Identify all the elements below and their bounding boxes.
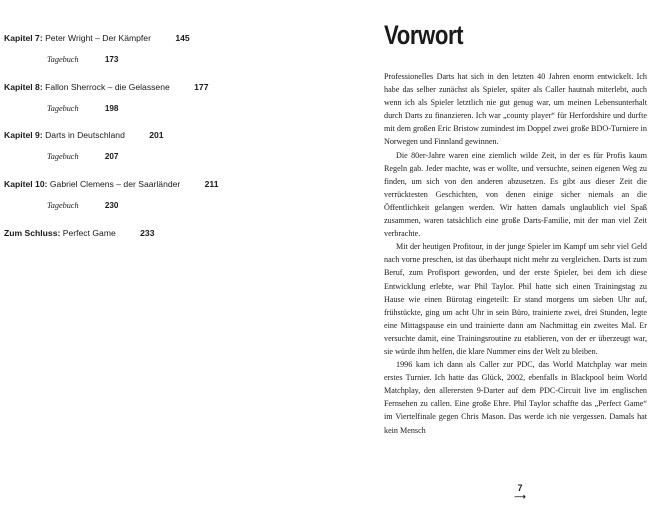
toc-sub-entry	[47, 152, 119, 161]
toc-page-number: 233	[140, 228, 155, 238]
toc-chapter-title: Darts in Deutschland	[45, 130, 125, 140]
toc-sub-entry	[47, 104, 119, 113]
toc-entry-kapitel-10	[4, 179, 219, 189]
toc-entry-kapitel-8	[4, 82, 209, 92]
paragraph: Professionelles Darts hat sich in den letzten 40 Jahren enorm entwickelt. Ich habe das selber zunächst als Spieler, später als Caller hautnah miterlebt, auch wenn ich als Spieler letztlich nie gut genug war, um meinen Lebensunterhalt durch Darts zu finanzieren. Ich war „county player“ für Herfordshire und durfte mit dem großen Eric Bristow zumindest im Doppel zwei große BDO-Turniere in Norwegen und Finnland gewinnen.	[384, 72, 647, 147]
toc-sub-label: Tagebuch	[47, 55, 79, 64]
toc-sub-entry	[47, 55, 119, 64]
toc-entry-zum-schluss	[4, 228, 155, 238]
toc-chapter-label: Kapitel 9:	[4, 130, 43, 140]
toc-sub-page: 173	[104, 55, 119, 64]
paragraph: Mit der heutigen Profitour, in der junge Spieler im Kampf um sehr viel Geld nach vorne preschen, ist das überhaupt nicht mehr zu vergleichen. Darts ist zum Beruf, zum Profisport geworden, und der erste Spieler, bei dem ich diese Entwicklung erlebte, war Phil Taylor. Phil hatte sich einen Trainingstag zu Hause wie einen Bürotag eingeteilt: Er stand morgens um sieben Uhr auf, frühstückte, ging um acht Uhr in sein Büro, trainierte zwei, drei Stunden, legte eine Mittagspause ein und trainierte dann am Nachmittag ein zweites Mal. Er versuchte damit, eine Trainingsroutine zu etablieren, von der er überzeugt war, sie würde ihm helfen, die klare Nummer eins der Welt zu bleiben.	[384, 242, 647, 356]
toc-sub-label: Tagebuch	[47, 152, 79, 161]
dart-arrow-icon: ⟶	[514, 492, 526, 501]
page-title: Vorwort	[384, 20, 464, 50]
toc-chapter-title: Peter Wright – Der Kämpfer	[45, 33, 151, 43]
paragraph: 1996 kam ich dann als Caller zur PDC, das World Matchplay war mein erstes Turnier. Ich hatte das Glück, 2002, ebenfalls in Blackpool beim World Matchplay, den allerersten 9-Darter auf dem PDC-Circuit live im englischen Fernsehen zu callen. Eine große Ehre. Phil Taylor schaffte das „Perfect Game“ im Viertelfinale gegen Chris Mason. Das werde ich nie vergessen. Damals hat kein Mensch	[384, 360, 647, 435]
foreword-body	[384, 70, 647, 437]
toc-page-number: 145	[175, 33, 190, 43]
toc-page-number: 201	[149, 130, 164, 140]
foreword-page	[380, 0, 650, 525]
toc-sub-entry	[47, 201, 119, 210]
toc-entry-kapitel-7	[4, 33, 190, 43]
toc-sub-page: 198	[104, 104, 119, 113]
toc-chapter-title: Perfect Game	[62, 228, 116, 238]
toc-entry-kapitel-9	[4, 130, 164, 140]
paragraph: Die 80er-Jahre waren eine ziemlich wilde Zeit, in der es für Profis kaum Regeln gab. Jeder machte, was er wollte, und versuchte, seinen eigenen Weg zu finden, um sich von den anderen abzusetzen. Es gibt aus dieser Zeit die verrücktesten Geschichten, von denen einige sicher niemals an die Öffentlichkeit gelangen werden. Wir hatten damals unglaublich viel Spaß zusammen, waren tatsächlich eine große Darts-Familie, mit der man viel Zeit verbrachte.	[384, 150, 647, 239]
toc-chapter-label: Zum Schluss:	[4, 228, 61, 238]
toc-sub-page: 230	[104, 201, 119, 210]
page-number-value: 7	[517, 483, 523, 493]
toc-sub-label: Tagebuch	[47, 201, 79, 210]
toc-sub-page: 207	[104, 152, 119, 161]
toc-chapter-label: Kapitel 8:	[4, 82, 43, 92]
toc-chapter-label: Kapitel 10:	[4, 179, 48, 189]
toc-chapter-label: Kapitel 7:	[4, 33, 43, 43]
page-number	[510, 483, 530, 500]
toc-page-number: 177	[194, 82, 209, 92]
toc-chapter-title: Gabriel Clemens – der Saarländer	[49, 179, 181, 189]
toc-chapter-title: Fallon Sherrock – die Gelassene	[45, 82, 170, 92]
toc-page-number: 211	[204, 179, 219, 189]
toc-sub-label: Tagebuch	[47, 104, 79, 113]
